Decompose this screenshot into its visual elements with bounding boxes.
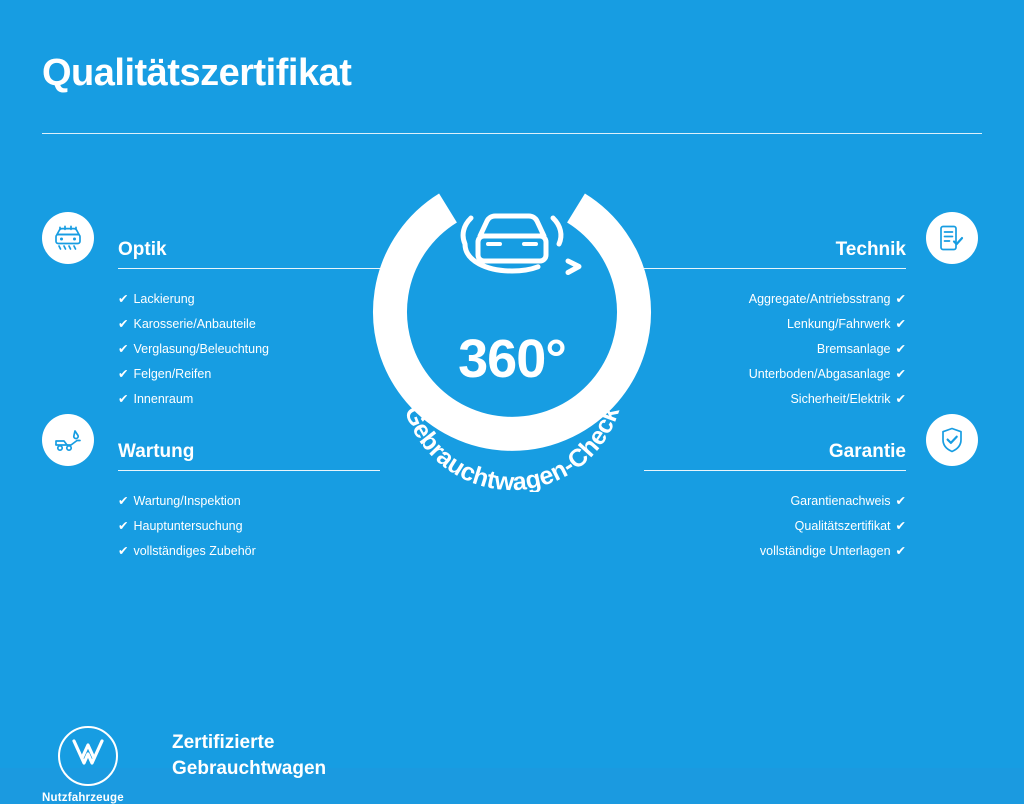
section-heading: Optik [118, 239, 167, 260]
wartung-item-list [118, 489, 380, 564]
list-item-label: Karosserie/Anbauteile [133, 317, 256, 331]
footer-line-1: Zertifizierte [172, 732, 275, 753]
list-item-label: Lackierung [133, 292, 195, 306]
section-heading: Technik [835, 239, 906, 260]
list-item-label: Hauptuntersuchung [133, 519, 243, 533]
list-item-label: Qualitätszertifikat [794, 519, 891, 533]
section-optik [118, 238, 380, 412]
list-item [644, 287, 906, 312]
section-wartung [118, 440, 380, 564]
footer-text [172, 730, 326, 782]
list-item [644, 362, 906, 387]
list-item-label: Aggregate/Antriebsstrang [748, 292, 891, 306]
section-technik [644, 238, 906, 412]
garantie-item-list [644, 489, 906, 564]
check-icon: ✔ [118, 494, 129, 508]
list-item-label: Lenkung/Fahrwerk [786, 317, 891, 331]
check-icon: ✔ [118, 342, 129, 356]
section-divider [644, 470, 906, 471]
vw-logo-subtitle: Nutzfahrzeuge [42, 792, 124, 804]
check-icon: ✔ [895, 367, 906, 381]
list-item [118, 362, 380, 387]
list-item [118, 312, 380, 337]
page-title: Qualitätszertifikat [42, 52, 352, 94]
check-icon: ✔ [895, 494, 906, 508]
check-icon: ✔ [895, 519, 906, 533]
car-wash-icon [42, 212, 94, 264]
center-degrees: 360° [458, 329, 566, 389]
footer-line-2: Gebrauchtwagen [172, 758, 327, 779]
shield-check-icon [926, 414, 978, 466]
list-item-label: vollständige Unterlagen [759, 544, 891, 558]
section-heading: Wartung [118, 441, 195, 462]
check-icon: ✔ [118, 317, 129, 331]
list-item [118, 387, 380, 412]
list-item-label: vollständiges Zubehör [133, 544, 256, 558]
list-item [118, 287, 380, 312]
section-divider [118, 268, 380, 269]
check-icon: ✔ [895, 292, 906, 306]
arc-label: Gebrauchtwagen-Check [398, 402, 626, 492]
list-item-label: Bremsanlage [816, 342, 891, 356]
check-icon: ✔ [118, 544, 129, 558]
list-item-label: Sicherheit/Elektrik [790, 392, 891, 406]
list-item [118, 489, 380, 514]
vw-logo [58, 726, 118, 786]
list-item [118, 337, 380, 362]
optik-item-list [118, 287, 380, 412]
check-icon: ✔ [895, 544, 906, 558]
check-icon: ✔ [118, 392, 129, 406]
oil-service-icon [42, 414, 94, 466]
list-item [644, 514, 906, 539]
technik-item-list [644, 287, 906, 412]
checklist-engine-icon [926, 212, 978, 264]
check-icon: ✔ [895, 317, 906, 331]
list-item [644, 489, 906, 514]
list-item-label: Unterboden/Abgasanlage [748, 367, 891, 381]
section-divider [118, 470, 380, 471]
list-item [118, 539, 380, 564]
check-icon: ✔ [118, 367, 129, 381]
check-icon: ✔ [895, 392, 906, 406]
list-item-label: Verglasung/Beleuchtung [133, 342, 270, 356]
section-garantie [644, 440, 906, 564]
section-heading: Garantie [828, 441, 906, 462]
list-item-label: Wartung/Inspektion [133, 494, 241, 508]
list-item [644, 387, 906, 412]
list-item [644, 337, 906, 362]
list-item-label: Garantienachweis [790, 494, 891, 508]
list-item [118, 514, 380, 539]
center-360-badge [362, 182, 662, 492]
list-item [644, 539, 906, 564]
check-icon: ✔ [118, 519, 129, 533]
list-item-label: Innenraum [133, 392, 194, 406]
list-item-label: Felgen/Reifen [133, 367, 212, 381]
list-item [644, 312, 906, 337]
check-icon: ✔ [118, 292, 129, 306]
title-divider [42, 133, 982, 134]
section-divider [644, 268, 906, 269]
check-icon: ✔ [895, 342, 906, 356]
